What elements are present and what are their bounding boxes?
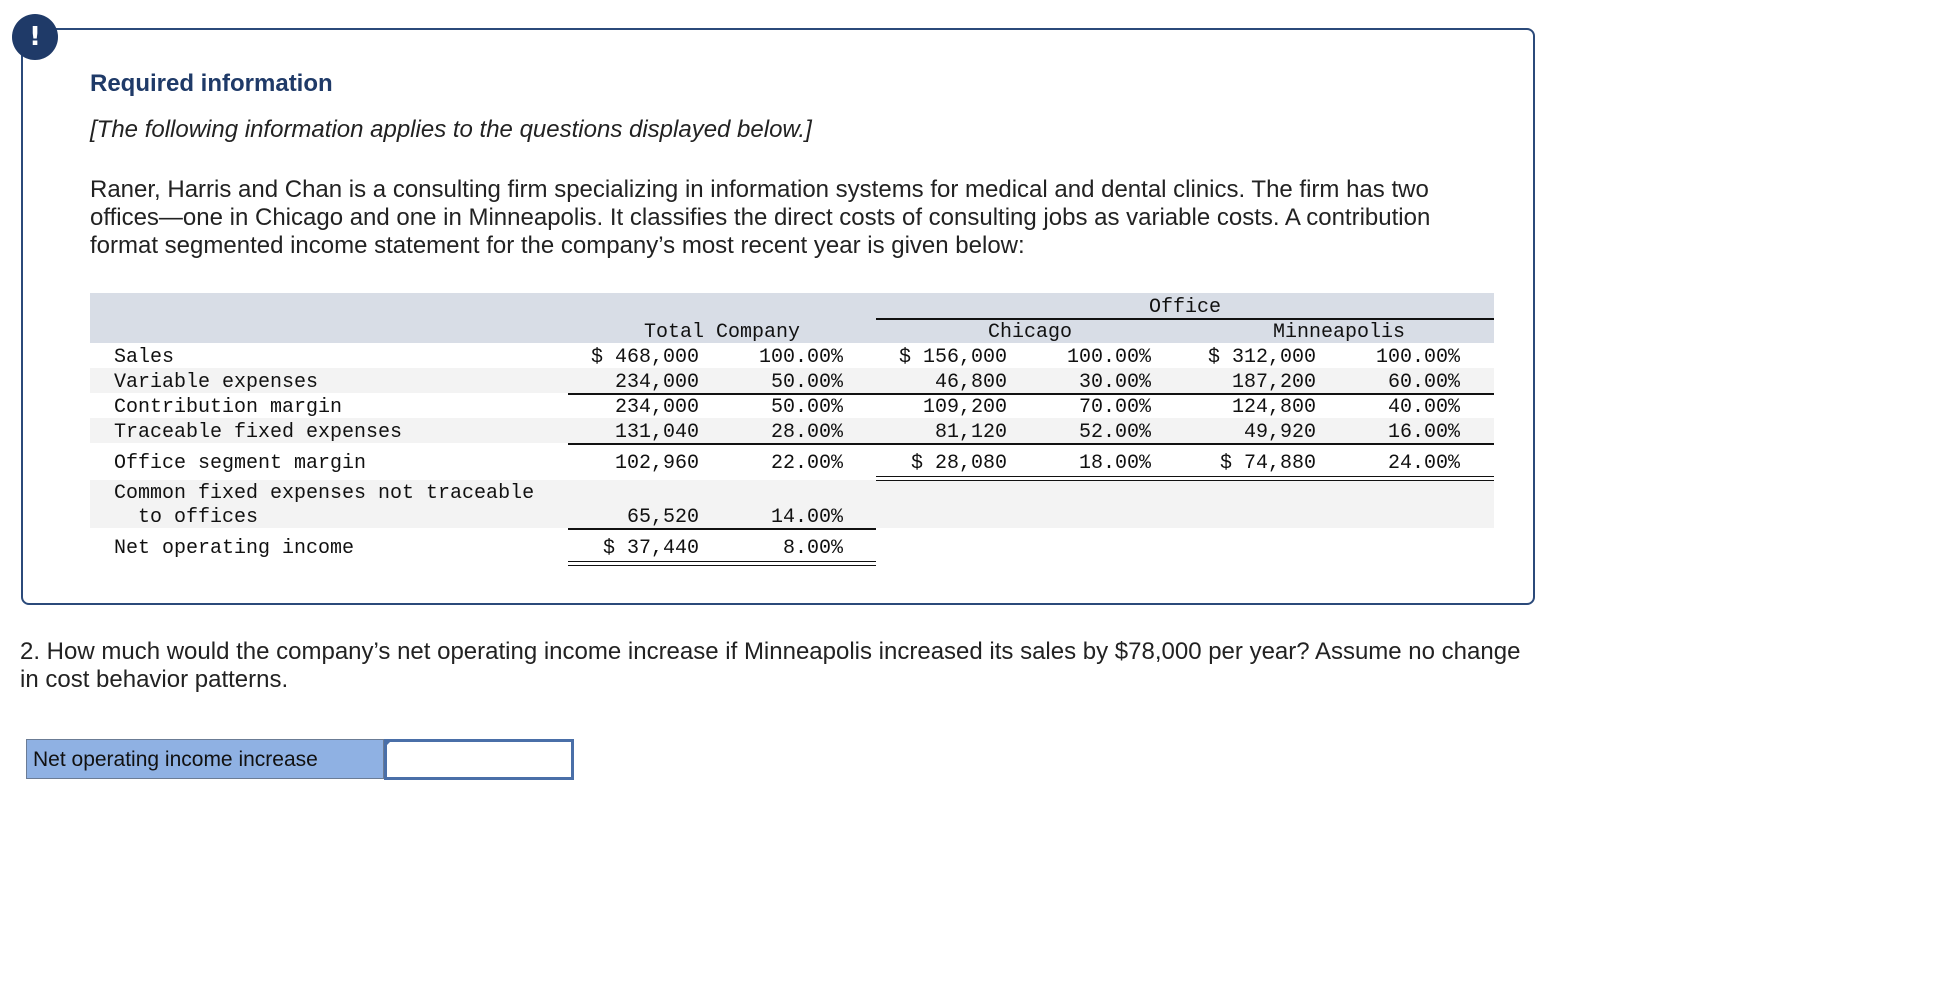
variable-total: 234,000 [614, 371, 699, 394]
sales-total: $ 468,000 [590, 346, 699, 369]
traceable-total-pct: 28.00% [770, 421, 843, 444]
header-rule [876, 318, 1494, 320]
sales-total-pct: 100.00% [758, 346, 843, 369]
variable-minneapolis-pct: 60.00% [1387, 371, 1460, 394]
sales-chicago-pct: 100.00% [1066, 346, 1151, 369]
variable-chicago: 46,800 [934, 371, 1007, 394]
row-label-segment-margin: Office segment margin [114, 452, 367, 475]
cm-minneapolis-pct: 40.00% [1387, 396, 1460, 419]
input-flag-icon [385, 740, 392, 747]
header-chicago: Chicago [987, 321, 1072, 344]
variable-minneapolis: 187,200 [1231, 371, 1316, 394]
double-rule [876, 476, 1494, 481]
header-minneapolis: Minneapolis [1272, 321, 1406, 344]
sales-minneapolis-pct: 100.00% [1375, 346, 1460, 369]
alert-icon: ! [12, 14, 58, 60]
row-label-common-fixed: Common fixed expenses not traceable [114, 482, 535, 505]
variable-total-pct: 50.00% [770, 371, 843, 394]
segment-chicago: $ 28,080 [910, 452, 1007, 475]
row-label-common-fixed-cont: to offices [138, 506, 259, 529]
cm-chicago: 109,200 [922, 396, 1007, 419]
header-office: Office [1148, 296, 1221, 319]
traceable-total: 131,040 [614, 421, 699, 444]
traceable-minneapolis-pct: 16.00% [1387, 421, 1460, 444]
common-total-pct: 14.00% [770, 506, 843, 529]
net-total-pct: 8.00% [782, 537, 843, 560]
required-info-subtitle: [The following information applies to the questions displayed below.] [90, 116, 812, 143]
net-operating-income-increase-input[interactable] [384, 739, 574, 780]
subtotal-rule [568, 528, 876, 530]
segment-chicago-pct: 18.00% [1078, 452, 1151, 475]
traceable-minneapolis: 49,920 [1243, 421, 1316, 444]
cm-total-pct: 50.00% [770, 396, 843, 419]
traceable-chicago-pct: 52.00% [1078, 421, 1151, 444]
header-total-company: Total Company [643, 321, 801, 344]
common-total: 65,520 [626, 506, 699, 529]
segment-minneapolis: $ 74,880 [1219, 452, 1316, 475]
cm-chicago-pct: 70.00% [1078, 396, 1151, 419]
problem-intro: Raner, Harris and Chan is a consulting firm specializing in information systems for medical and dental clinics. The firm has two offices—one in Chicago and one in Minneapolis. It classifies the direct costs of consulting jobs as variable costs. A contribution format segmented income statement for the company’s most recent year is given below: [90, 176, 1431, 259]
required-info-title: Required information [90, 70, 333, 97]
traceable-chicago: 81,120 [934, 421, 1007, 444]
double-rule [568, 561, 876, 566]
segment-total: 102,960 [614, 452, 699, 475]
subtotal-rule [568, 443, 876, 445]
answer-label: Net operating income increase [26, 739, 384, 779]
subtotal-rule [876, 443, 1494, 445]
variable-chicago-pct: 30.00% [1078, 371, 1151, 394]
cm-minneapolis: 124,800 [1231, 396, 1316, 419]
segment-minneapolis-pct: 24.00% [1387, 452, 1460, 475]
row-label-variable-expenses: Variable expenses [114, 371, 319, 394]
subtotal-rule [568, 393, 876, 395]
subtotal-rule [876, 393, 1494, 395]
row-label-contribution-margin: Contribution margin [114, 396, 343, 419]
cm-total: 234,000 [614, 396, 699, 419]
sales-minneapolis: $ 312,000 [1207, 346, 1316, 369]
segment-total-pct: 22.00% [770, 452, 843, 475]
row-label-net-operating-income: Net operating income [114, 537, 355, 560]
row-label-traceable-fixed: Traceable fixed expenses [114, 421, 403, 444]
question-text: 2. How much would the company’s net operating income increase if Minneapolis increased its sales by $78,000 per year? Assume no change in cost behavior patterns. [20, 638, 1521, 693]
row-label-sales: Sales [114, 346, 175, 369]
sales-chicago: $ 156,000 [898, 346, 1007, 369]
net-total: $ 37,440 [602, 537, 699, 560]
